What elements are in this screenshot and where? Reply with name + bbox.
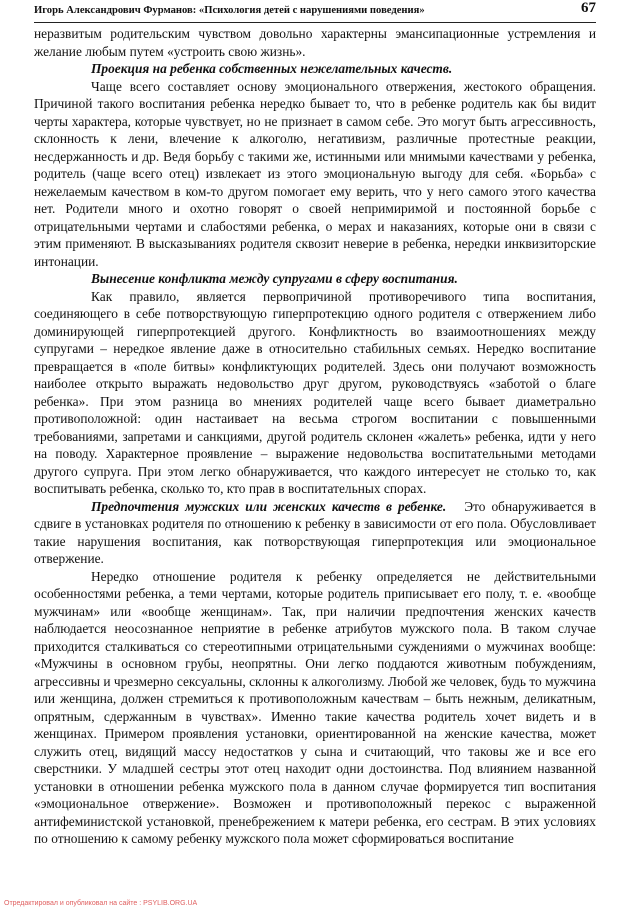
page-body xyxy=(34,25,596,848)
running-header xyxy=(34,2,596,23)
watermark-footer: Отредактировал и опубликовал на сайте : PSYLIB.ORG.UA xyxy=(4,900,198,907)
header-title: Игорь Александрович Фурманов: «Психология детей с нарушениями поведения» xyxy=(34,5,425,16)
subheading-projection xyxy=(34,60,596,78)
page-number: 67 xyxy=(581,0,596,16)
subheading-conflict xyxy=(34,270,596,288)
subheading-projection-text: Проекция на ребенка собственных нежелательных качеств. xyxy=(91,61,453,76)
paragraph-2: Чаще всего составляет основу эмоционального отвержения, жестокого обращения. Причиной такого воспитания ребенка нередко бывает то, что в ребенке родитель как бы видит черты характера, которые чувствует, но не признает в самом себе. Это могут быть агрессивность, склонность к лени, влечение к алкоголю, негативизм, различные протестные реакции, несдержанность и др. Ведя борьбу с такими же, истинными или мнимыми качествами у ребенка, родитель (чаще всего отец) извлекает из этого эмоциональную выгоду для себя. «Борьба» с нежелаемым качеством в ком-то другом помогает ему верить, что у него самого этого качества нет. Родители много и охотно говорят о своей непримиримой и постоянной борьбе с отрицательными чертами и слабостями ребенка, о мерах и наказаниях, которые они в связи с этим применяют. В высказываниях родителя сквозит неверие в ребенка, нередки инквизиторские интонации. xyxy=(34,78,596,269)
paragraph-5: Нередко отношение родителя к ребенку определяется не действительными особенностями ребенка, а теми чертами, которые родитель приписывает его полу, т. е. «вообще мужчинам» или «вообще женщинам». Так, при наличии предпочтения женских качеств наблюдается неосознанное неприятие в ребенке атрибутов мужского пола. В таком случае приходится сталкиваться со стереотипными отрицательными суждениями о мужчинах вообще: «Мужчины в основном грубы, неопрятны. Они легко поддаются животным побуждениям, агрессивны и чрезмерно сексуальны, склонны к алкоголизму. Любой же человек, будь то мужчина или женщина, должен стремиться к противоположным качествам – быть нежным, деликатным, опрятным, сдержанным в чувствах». Именно такие качества родитель хочет видеть и в женщинах. Примером проявления установки, ориентированной на женские качества, может служить отец, видящий массу недостатков у сына и считающий, что таковы же и все его сверстники. У младшей сестры этот отец находит одни достоинства. Под влиянием названной установки в отношении ребенка мужского пола в данном случае формируется тип воспитания «эмоциональное отвержение». Возможен и противоположный перекос с выраженной антифеминистской установкой, пренебрежением к матери ребенка, его сестрам. В этих условиях по отношению к самому ребенку мужского пола может сформироваться воспитание xyxy=(34,568,596,846)
subheading-gender-preference: Предпочтения мужских или женских качеств в ребенке. xyxy=(91,498,447,514)
paragraph-4-with-subheading xyxy=(34,498,596,568)
subheading-conflict-text: Вынесение конфликта между супругами в сферу воспитания. xyxy=(91,271,458,286)
paragraph-4: Это обнаруживается в сдвиге в установках родителя по отношению к ребенку в зависимости от его пола. Обусловливает такие нарушения воспитания, как потворствующая гиперпротекция или эмоциональное отвержение. xyxy=(34,498,596,566)
paragraph-3: Как правило, является первопричиной противоречивого типа воспитания, соединяющего в себе потворствующую гиперпротекцию одного родителя с отвержением либо доминирующей гиперпротекцией другого. Конфликтность во взаимоотношениях между супругами – нередкое явление даже в относительно стабильных семьях. Нередко воспитание превращается в «поле битвы» конфликтующих родителей. Здесь они получают возможность наиболее открыто выражать недовольство друг другом, руководствуясь «заботой о благе ребенка». При этом разница во мнениях родителей чаще всего бывает диаметрально противоположной: один настаивает на весьма строгом воспитании с повышенными требованиями, запретами и санкциями, другой родитель склонен «жалеть» ребенка, идти у него на поводу. Характерное проявление – выражение недовольства воспитательными методами другого супруга. При этом легко обнаруживается, что каждого интересует не столько то, как воспитывать ребенка, сколько то, кто прав в воспитательных спорах. xyxy=(34,288,596,496)
paragraph-1: неразвитым родительским чувством довольно характерны эмансипационные устремления и желание любым путем «устроить свою жизнь». xyxy=(34,26,596,59)
